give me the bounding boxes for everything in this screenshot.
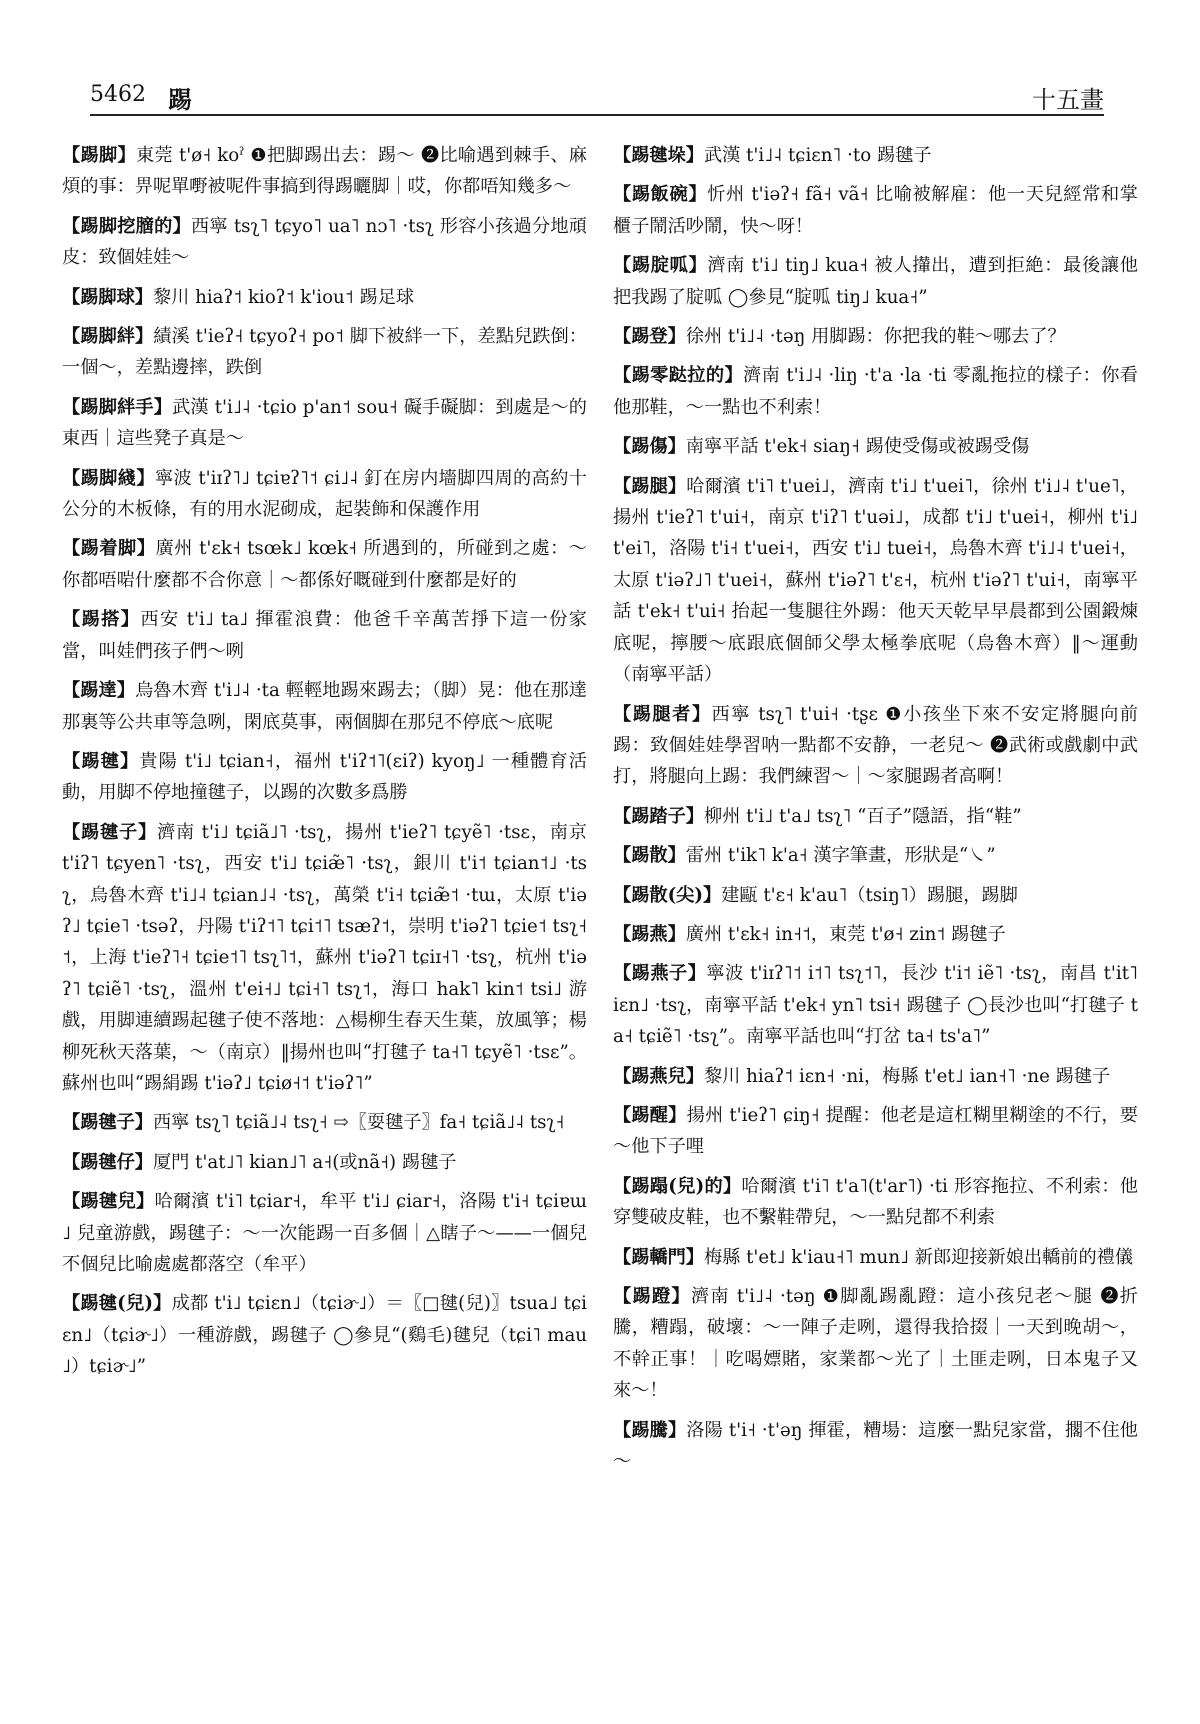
entry-text: 西寧 tsʅ˥ t'ui˧ ·tʂɛ ❶小孩坐下來不安定將腿向前踢：致個娃娃學習呐一點都不安静，一老兒～ ❷武術或戲劇中武打，將腿向上踢：我們練習～｜～家腿踢者高啊！	[613, 703, 1138, 788]
entry-text: 西寧 tsʅ˥ tɕyo˥ ua˥ nɔ˥ ·tsʅ 形容小孩過分地頑皮：致個娃娃～	[62, 215, 587, 269]
entry-text: 濟南 t'i˩˨ ·təŋ ❶脚亂踢亂蹬：這小孩兒老～腿 ❷折騰，糟蹋，破壞：～一陣子走咧，還得我拾掇｜一天到晚胡～，不幹正事！｜吃喝嫖賭，家業都～光了｜土匪走咧，日本鬼子又來～！	[613, 1286, 1138, 1402]
right-column	[613, 140, 1138, 1700]
entry-text: 廣州 t'ɛk˧ in˧˦，東莞 t'ø˧ zin˦ 踢毽子	[685, 923, 1006, 945]
section-label: 十五畫	[1032, 86, 1104, 114]
entry-text: 西寧 tsʅ˥ tɕiã˩˨ tsʅ˧ ⇨〖耍毽子〗fa˧ tɕiã˩˨ tsʅ˧	[152, 1112, 565, 1134]
entry-headword: 【踢達】	[62, 680, 136, 702]
entry-text: 烏魯木齊 t'i˩˨ ·ta 輕輕地踢來踢去；（脚）晃：他在那達那裏等公共車等急咧，閑底莫事，兩個脚在那兒不停底～底呢	[62, 680, 587, 733]
entry-headword: 【踢散(尖)】	[613, 884, 722, 906]
dictionary-entry	[613, 880, 1138, 911]
entry-headword: 【踢毽】	[62, 750, 140, 772]
dictionary-entry	[613, 321, 1138, 352]
dictionary-entry	[613, 250, 1138, 313]
entry-headword: 【踢脚絆】	[62, 326, 154, 348]
dictionary-columns	[62, 140, 1138, 1700]
page-number: 5462	[90, 82, 146, 107]
page-header	[90, 78, 1104, 116]
entry-headword: 【踢零跶拉的】	[613, 365, 744, 387]
dictionary-entry	[613, 919, 1138, 950]
entry-text: 建甌 t'ɛ˧ k'au˥（tsiŋ˥）踢腿，踢脚	[721, 884, 1018, 906]
entry-text: 哈爾濱 t'i˥ t'uei˩，濟南 t'i˩ t'uei˥，徐州 t'i˩˨ t'ue˥，揚州 t'ieʔ˥ t'ui˧，南京 t'iʔ˥ t'uəi˩，成都 t'i˩ t'uei˧，柳州 t'i˩ t'ei˥，洛陽 t'i˧ t'uei˧，西安 t'i˩ tuei˧，烏魯木齊 t'i˩˨ t'uei˧，太原 t'iəʔ˩˥ t'uei˧，蘇州 t'iəʔ˥ t'ɛ˧，杭州 t'iəʔ˥ t'ui˧，南寧平話 t'ek˧ t'ui˧ 抬起一隻腿往外踢：他天天乾早早晨都到公園鍛煉底呢，擰腰～底跟底個師父學太極拳底呢（烏魯木齊）‖～運動（南寧平話）	[613, 475, 1138, 686]
dictionary-entry	[613, 471, 1138, 691]
entry-text: 揚州 t'ieʔ˥ ɕiŋ˧ 提醒：他老是這杠糊里糊塗的不行，要～他下子哩	[613, 1104, 1138, 1158]
head-character: 踢	[168, 85, 192, 114]
entry-text: 徐州 t'i˩˨ ·təŋ 用脚踢：你把我的鞋～哪去了？	[685, 326, 1066, 348]
dictionary-entry	[62, 463, 587, 526]
entry-headword: 【踢腚呱】	[613, 255, 708, 277]
dictionary-entry	[613, 699, 1138, 793]
entry-headword: 【踢着脚】	[62, 538, 156, 560]
entry-text: 黎川 hiaʔ˦ kioʔ˦ k'iou˦ 踢足球	[152, 286, 415, 308]
entry-headword: 【踢散】	[613, 845, 686, 867]
entry-headword: 【踢搭】	[62, 609, 141, 631]
entry-text: 哈爾濱 t'i˥ t'a˥(t'ar˥) ·ti 形容拖拉、不利索：他穿雙破皮鞋，也不繫鞋帶兒，～一點兒都不利索	[613, 1175, 1138, 1229]
entry-text: 忻州 t'iəʔ˧ fã˧ vã˧ 比喻被解雇：他一天兒經常和掌櫃子鬧活吵鬧，快～呀！	[613, 184, 1138, 237]
entry-text: 績溪 t'ieʔ˧ tɕyoʔ˧ po˦ 脚下被絆一下，差點兒跌倒：一個～，差點邊摔，跌倒	[62, 326, 587, 379]
dictionary-entry	[62, 1147, 587, 1178]
entry-text: 濟南 t'i˩˨ ·liŋ ·t'a ·la ·ti 零亂拖拉的樣子：你看他那鞋，～一點也不利索！	[613, 365, 1138, 418]
entry-headword: 【踢飯碗】	[613, 184, 708, 206]
dictionary-entry	[62, 1288, 587, 1382]
entry-text: 濟南 t'i˩ tɕiã˩˥ ·tsʅ，揚州 t'ieʔ˥ tɕyẽ˥ ·tsɛ，南京 t'iʔ˥ tɕyen˥ ·tsʅ，西安 t'i˩ tɕiæ̃˥ ·tsʅ，銀川 t'i˦ tɕian˦˩ ·tsʅ，烏魯木齊 t'i˩˨ tɕian˩˨ ·tsʅ，萬榮 t'i˧ tɕiæ̃˦ ·tɯ，太原 t'iəʔ˩ tɕie˥ ·tsəʔ，丹陽 t'iʔ˦˥ tɕi˦˥ tsæʔ˦，崇明 t'iəʔ˥ tɕie˦ tsʅ˧˦，上海 t'ieʔ˥˧ tɕie˦˥ tsʅ˥˦，蘇州 t'iəʔ˥ tɕiɪ˧˥ ·tsʅ，杭州 t'iəʔ˥ tɕiẽ˥ ·tsʅ，溫州 t'ei˧˩ tɕi˧˥ tsʅ˦，海口 hak˥ kin˦ tsi˩ 游戲，用脚連續踢起毽子使不落地：△楊柳生春天生葉，放風箏；楊柳死秋天落葉，～（南京）‖揚州也叫“打毽子 ta˧˥ tɕyẽ˥ ·tsɛ”。蘇州也叫“踢絹踢 t'iəʔ˩ tɕiø˧˦ t'iəʔ˥”	[62, 821, 587, 1094]
dictionary-entry	[62, 321, 587, 384]
entry-headword: 【踢踏子】	[613, 805, 704, 827]
entry-headword: 【踢騰】	[613, 1419, 687, 1441]
dictionary-entry	[613, 958, 1138, 1052]
dictionary-entry	[613, 179, 1138, 242]
dictionary-entry	[62, 1186, 587, 1280]
dictionary-entry	[613, 1415, 1138, 1478]
entry-text: 哈爾濱 t'i˥ tɕiar˧，牟平 t'i˩ ɕiar˧，洛陽 t'i˧ tɕiɐɯ˩ 兒童游戲，踢毽子：～一次能踢一百多個｜△瞎子～——一個兒不個兒比喻處處都落空（牟平）	[62, 1191, 587, 1275]
entry-headword: 【踢登】	[613, 326, 686, 348]
dictionary-entry	[62, 817, 587, 1100]
entry-headword: 【踢轎門】	[613, 1246, 704, 1268]
entry-text: 貴陽 t'i˩ tɕian˧，福州 t'iʔ˦˥(ɛiʔ) kyoŋ˩ 一種體育活動，用脚不停地撞毽子，以踢的次數多爲勝	[62, 750, 587, 804]
dictionary-entry	[613, 801, 1138, 832]
dictionary-entry	[62, 211, 587, 274]
entry-headword: 【踢脚綫】	[62, 467, 155, 489]
entry-text: 西安 t'i˩ ta˩ 揮霍浪費：他爸千辛萬苦掙下這一份家當，叫娃們孩子們～咧	[62, 609, 587, 662]
dictionary-entry	[613, 140, 1138, 171]
dictionary-entry	[62, 533, 587, 596]
entry-headword: 【踢蹋(兒)的】	[613, 1175, 742, 1197]
entry-text: 洛陽 t'i˧ ·t'əŋ 揮霍，糟場：這麼一點兒家當，擱不住他～	[613, 1419, 1138, 1473]
entry-headword: 【踢毽仔】	[62, 1151, 153, 1173]
dictionary-entry	[62, 392, 587, 455]
dictionary-entry	[62, 1107, 587, 1138]
entry-headword: 【踢毽垛】	[613, 145, 704, 166]
entry-headword: 【踢燕子】	[613, 963, 707, 985]
entry-headword: 【踢脚絆手】	[62, 396, 173, 418]
dictionary-entry	[613, 360, 1138, 423]
dictionary-entry	[613, 1171, 1138, 1234]
entry-headword: 【踢脚挖膪的】	[62, 215, 191, 237]
dictionary-entry	[62, 675, 587, 738]
dictionary-entry	[62, 282, 587, 313]
entry-text: 武漢 t'i˩˨ ·tɕio p'an˦ sou˧ 礙手礙脚：到處是～的東西｜這些凳子真是～	[62, 396, 587, 450]
entry-headword: 【踢腿】	[613, 475, 687, 497]
entry-headword: 【踢腿者】	[613, 703, 712, 725]
dictionary-entry	[613, 1100, 1138, 1163]
dictionary-entry	[62, 746, 587, 809]
entry-text: 濟南 t'i˩ tiŋ˩ kua˧ 被人攆出，遭到拒絶：最後讓他把我踢了腚呱 ◯參見“腚呱 tiŋ˩ kua˧”	[613, 255, 1138, 308]
entry-text: 東莞 t'ø˧ koˀ ❶把脚踢出去：踢～ ❷比喻遇到棘手、麻煩的事：畀呢單嘢被呢件事搞到得踢曬脚｜哎，你都唔知幾多～	[62, 145, 587, 198]
entry-text: 厦門 t'at˩˥ kian˩˥ a˧(或nã˧) 踢毽子	[152, 1151, 457, 1173]
entry-headword: 【踢燕兒】	[613, 1065, 704, 1087]
entry-text: 柳州 t'i˩ t'a˩ tsʅ˥ “百子”隱語，指“鞋”	[703, 805, 1022, 827]
dictionary-entry	[613, 840, 1138, 871]
entry-text: 南寧平話 t'ek˧ siaŋ˧ 踢使受傷或被踢受傷	[685, 436, 1030, 458]
dictionary-entry	[613, 431, 1138, 462]
entry-headword: 【踢毽(兒)】	[62, 1293, 172, 1315]
dictionary-entry	[62, 140, 587, 203]
entry-headword: 【踢脚球】	[62, 286, 153, 308]
entry-text: 雷州 t'ik˥ k'a˧ 漢字筆畫，形狀是“㇏”	[685, 845, 996, 867]
entry-headword: 【踢毽子】	[62, 1112, 153, 1134]
entry-headword: 【踢蹬】	[613, 1286, 691, 1307]
dictionary-entry	[613, 1281, 1138, 1407]
entry-text: 廣州 t'ɛk˧ tsœk˩ kœk˧ 所遇到的，所碰到之處：～你都唔啱什麼都不合你意｜～都係好嘅碰到什麼都是好的	[62, 538, 587, 591]
entry-text: 梅縣 t'et˩ k'iau˧˥ mun˩ 新郎迎接新娘出轎前的禮儀	[703, 1246, 1134, 1268]
left-column	[62, 140, 587, 1700]
entry-headword: 【踢傷】	[613, 436, 686, 458]
entry-text: 武漢 t'i˩˨ tɕiɛn˥ ·to 踢毽子	[703, 145, 932, 166]
entry-headword: 【踢毽兒】	[62, 1191, 155, 1213]
entry-text: 成都 t'i˩ tɕiɛn˩（tɕiɚ˩）＝〖□毽(兒)〗tsua˩ tɕiɛn˩（tɕiɚ˩）一種游戲，踢毽子 ◯參見“(鷄毛)毽兒（tɕi˥ mau˩）tɕiɚ˩”	[62, 1293, 587, 1378]
entry-headword: 【踢脚】	[62, 145, 136, 166]
entry-headword: 【踢醒】	[613, 1104, 687, 1126]
entry-headword: 【踢燕】	[613, 923, 686, 945]
entry-text: 黎川 hiaʔ˦ iɛn˧ ·ni，梅縣 t'et˩ ian˧˥ ·ne 踢毽子	[703, 1065, 1111, 1087]
dictionary-entry	[613, 1061, 1138, 1092]
entry-text: 寧波 t'iɪʔ˥˦ i˦˥ tsʅ˦˥，長沙 t'i˦ iẽ˥ ·tsʅ，南昌 t'it˥ iɛn˩ ·tsʅ，南寧平話 t'ek˧ yn˥ tsi˧ 踢毽子 ◯長沙也叫“打毽子 ta˧ tɕiẽ˥ ·tsʅ”。南寧平話也叫“打岔 ta˧ ts'a˥”	[613, 963, 1138, 1048]
dictionary-entry	[613, 1242, 1138, 1273]
entry-text: 寧波 t'iɪʔ˥˩ tɕiɐʔ˥˦ ɕi˩˨ 釘在房内墻脚四周的高約十公分的木板條，有的用水泥砌成，起裝飾和保護作用	[62, 467, 587, 521]
entry-headword: 【踢毽子】	[62, 821, 158, 843]
dictionary-entry	[62, 604, 587, 667]
